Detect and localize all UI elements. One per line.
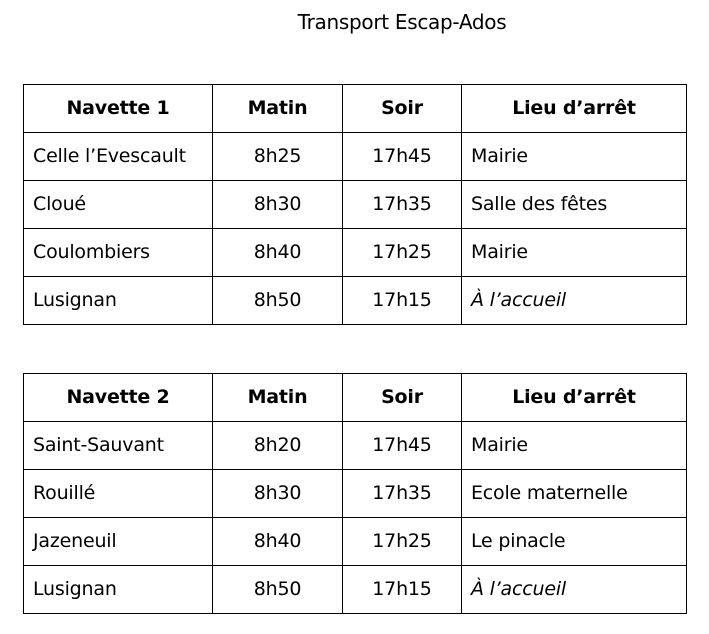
evening-time: 17h45 (343, 133, 462, 181)
stop-name: Coulombiers (24, 229, 213, 277)
table-header-row (24, 374, 687, 422)
navette-2-table (23, 373, 687, 614)
evening-time: 17h25 (343, 518, 462, 566)
stop-location: Mairie (462, 422, 687, 470)
stop-location: Ecole maternelle (462, 470, 687, 518)
table-row (24, 133, 687, 181)
table-row (24, 566, 687, 614)
stop-location: À l’accueil (462, 277, 687, 325)
stop-location: Mairie (462, 133, 687, 181)
morning-time: 8h40 (213, 229, 343, 277)
table-row (24, 277, 687, 325)
stop-name: Lusignan (24, 566, 213, 614)
evening-time: 17h15 (343, 566, 462, 614)
navette-1-table (23, 84, 687, 325)
table-row (24, 422, 687, 470)
header-matin: Matin (213, 374, 343, 422)
morning-time: 8h50 (213, 566, 343, 614)
header-soir: Soir (343, 374, 462, 422)
stop-name: Cloué (24, 181, 213, 229)
stop-location: À l’accueil (462, 566, 687, 614)
header-navette: Navette 1 (24, 85, 213, 133)
morning-time: 8h40 (213, 518, 343, 566)
table-row (24, 470, 687, 518)
document-title: Transport Escap-Ados (297, 10, 507, 34)
table-header-row (24, 85, 687, 133)
morning-time: 8h30 (213, 181, 343, 229)
stop-name: Rouillé (24, 470, 213, 518)
morning-time: 8h50 (213, 277, 343, 325)
evening-time: 17h35 (343, 181, 462, 229)
morning-time: 8h30 (213, 470, 343, 518)
stop-location: Le pinacle (462, 518, 687, 566)
stop-name: Jazeneuil (24, 518, 213, 566)
stop-name: Lusignan (24, 277, 213, 325)
header-navette: Navette 2 (24, 374, 213, 422)
evening-time: 17h15 (343, 277, 462, 325)
morning-time: 8h20 (213, 422, 343, 470)
stop-name: Saint-Sauvant (24, 422, 213, 470)
header-matin: Matin (213, 85, 343, 133)
evening-time: 17h35 (343, 470, 462, 518)
header-lieu: Lieu d’arrêt (462, 85, 687, 133)
morning-time: 8h25 (213, 133, 343, 181)
table-row (24, 229, 687, 277)
header-soir: Soir (343, 85, 462, 133)
stop-location: Salle des fêtes (462, 181, 687, 229)
evening-time: 17h25 (343, 229, 462, 277)
header-lieu: Lieu d’arrêt (462, 374, 687, 422)
table-row (24, 518, 687, 566)
stop-location: Mairie (462, 229, 687, 277)
table-row (24, 181, 687, 229)
evening-time: 17h45 (343, 422, 462, 470)
stop-name: Celle l’Evescault (24, 133, 213, 181)
